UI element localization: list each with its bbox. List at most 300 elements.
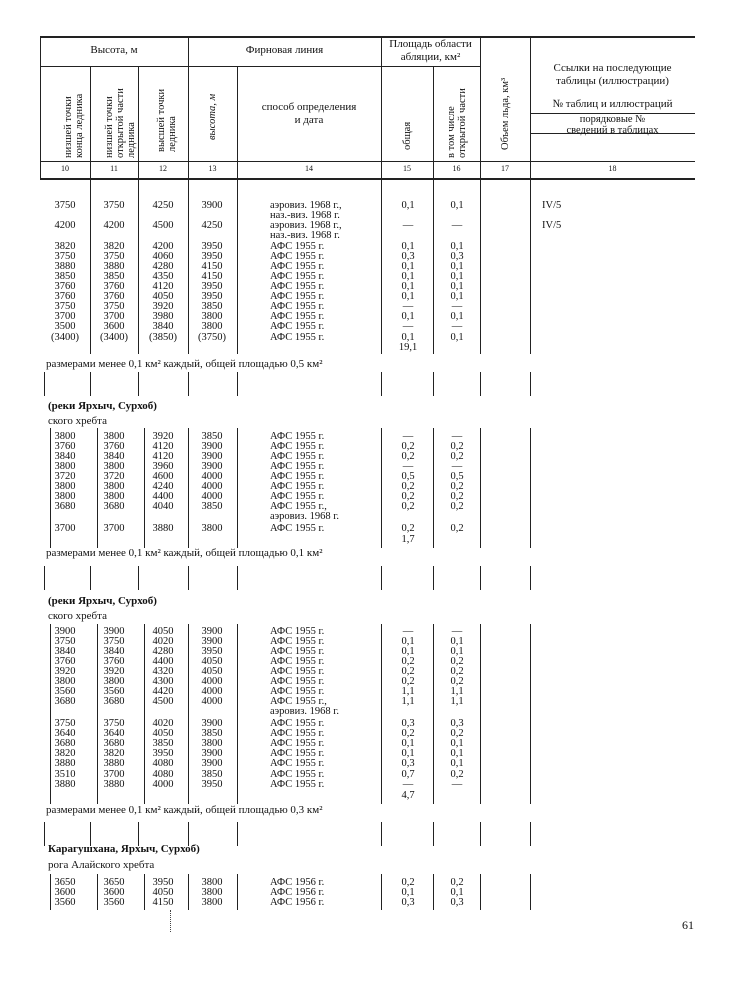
- firn-group-header: Фирновая линия: [245, 44, 324, 56]
- cell-c13: 3800: [201, 738, 223, 749]
- cell-c10: 3800: [54, 491, 76, 502]
- body-vline: [433, 428, 434, 548]
- cell-c11: 3650: [103, 877, 125, 888]
- colnum: 14: [305, 164, 313, 173]
- cell-c12: 4050: [152, 291, 174, 302]
- cell-c11: 3760: [103, 281, 125, 292]
- cell-c15: 0,1: [401, 646, 415, 657]
- cell-c13: 4250: [201, 220, 223, 231]
- cell-c13: 3900: [201, 748, 223, 759]
- body-vline: [433, 624, 434, 804]
- body-vline: [530, 624, 531, 804]
- cell-c10: 3500: [54, 321, 76, 332]
- cell-c13: 3900: [201, 441, 223, 452]
- cell-c12: 3950: [152, 877, 174, 888]
- cell-c10: 4200: [54, 220, 76, 231]
- cell-c16: 0,2: [450, 728, 464, 739]
- cell-c16: —: [451, 461, 463, 472]
- cell-c12: 4500: [152, 696, 174, 707]
- cell-c16: —: [451, 220, 463, 231]
- section3-subtitle: ского хребта: [48, 610, 107, 622]
- cell-c16: 1,1: [450, 696, 464, 707]
- col10-header-line: конца ледника: [74, 93, 85, 158]
- cell-c16: —: [451, 779, 463, 790]
- tick-vline: [433, 822, 434, 846]
- cell-c13: 3950: [201, 646, 223, 657]
- cell-c10: 3900: [54, 626, 76, 637]
- cell-c12: 3960: [152, 461, 174, 472]
- cell-c15: 0,2: [401, 481, 415, 492]
- header-vline: [40, 36, 41, 178]
- cell-c15: —: [402, 321, 414, 332]
- cell-c15: 0,2: [401, 666, 415, 677]
- col11-header-line: открытой части: [115, 88, 126, 158]
- cell-c10: 3880: [54, 758, 76, 769]
- cell-c16: 0,2: [450, 666, 464, 677]
- cell-c13: 3950: [201, 241, 223, 252]
- height-group-header: Высота, м: [90, 44, 138, 56]
- refs-group-header: [530, 62, 695, 88]
- cell-c15: 0,1: [401, 200, 415, 211]
- cell-c10: 3760: [54, 291, 76, 302]
- cell-c15: 0,2: [401, 441, 415, 452]
- cell-c16: 0,2: [450, 877, 464, 888]
- body-vline: [530, 874, 531, 910]
- cell-c13: 3950: [201, 251, 223, 262]
- dotted-vline: [170, 910, 171, 932]
- cell-c14: АФС 1955 г.: [270, 321, 325, 332]
- cell-c16: 0,1: [450, 311, 464, 322]
- col14-header-line: и дата: [294, 114, 324, 126]
- cell-c10: 3820: [54, 241, 76, 252]
- cell-c13: 3850: [201, 728, 223, 739]
- body-vline: [480, 624, 481, 804]
- cell-c12: 4240: [152, 481, 174, 492]
- cell-c15: 0,1: [401, 261, 415, 272]
- cell-c14: АФС 1955 г.: [270, 748, 325, 759]
- body-vline: [237, 624, 238, 804]
- cell-c10: 3850: [54, 271, 76, 282]
- cell-c14: АФС 1955 г.: [270, 769, 325, 780]
- cell-c12: 3880: [152, 523, 174, 534]
- cell-c11: 3640: [103, 728, 125, 739]
- cell-c14: наз.-виз. 1968 г.: [270, 230, 340, 241]
- cell-c11: 3750: [103, 200, 125, 211]
- cell-c10: 3880: [54, 261, 76, 272]
- cell-c12: 4050: [152, 728, 174, 739]
- col16-header-line: открытой части: [457, 88, 468, 158]
- body-vline: [480, 874, 481, 910]
- cell-c11: 3850: [103, 271, 125, 282]
- cell-c11: 3680: [103, 696, 125, 707]
- col14-header-line: способ определения: [261, 101, 357, 113]
- section2-footer: размерами менее 0,1 км² каждый, общей площадью 0,1 км²: [46, 547, 323, 559]
- cell-c13: 3800: [201, 897, 223, 908]
- cell-c12: (3850): [149, 332, 177, 343]
- cell-c11: (3400): [100, 332, 128, 343]
- cell-c14: АФС 1955 г.: [270, 301, 325, 312]
- cell-c12: 4120: [152, 281, 174, 292]
- cell-c10: 3750: [54, 301, 76, 312]
- cell-c14: аэровиз. 1968 г.,: [270, 220, 342, 231]
- colnum: 17: [501, 164, 509, 173]
- cell-c13: 4000: [201, 481, 223, 492]
- cell-c12: 4000: [152, 779, 174, 790]
- cell-c16: 0,2: [450, 676, 464, 687]
- cell-c15: 0,1: [401, 636, 415, 647]
- cell-c14: АФС 1955 г.: [270, 251, 325, 262]
- cell-c10: 3760: [54, 281, 76, 292]
- refs-sub2-header-line: порядковые №: [579, 114, 646, 125]
- cell-c11: 3820: [103, 241, 125, 252]
- cell-c11: 3700: [103, 769, 125, 780]
- cell-c16: 0,1: [450, 758, 464, 769]
- cell-c13: 4150: [201, 261, 223, 272]
- body-vline: [480, 178, 481, 354]
- cell-c12: 4120: [152, 441, 174, 452]
- cell-c10: 3650: [54, 877, 76, 888]
- cell-c12: 3850: [152, 738, 174, 749]
- cell-c12: 4060: [152, 251, 174, 262]
- cell-c10: 3680: [54, 501, 76, 512]
- cell-c10: 3880: [54, 779, 76, 790]
- cell-c11: 3750: [103, 301, 125, 312]
- cell-c11: 3700: [103, 523, 125, 534]
- cell-c14: аэровиз. 1968 г.,: [270, 200, 342, 211]
- cell-c14: АФС 1955 г.: [270, 261, 325, 272]
- cell-c15: 0,7: [401, 769, 415, 780]
- cell-c12: 4040: [152, 501, 174, 512]
- cell-c18: IV/5: [542, 220, 562, 231]
- tick-vline: [90, 566, 91, 590]
- cell-c14: АФС 1955 г.: [270, 666, 325, 677]
- cell-c13: 3800: [201, 321, 223, 332]
- cell-c10: 3720: [54, 471, 76, 482]
- section2-subtitle: ского хребта: [48, 415, 107, 427]
- cell-c16: 0,2: [450, 501, 464, 512]
- cell-c13: 3950: [201, 779, 223, 790]
- section2-title: [48, 400, 157, 412]
- header-vline: [188, 36, 189, 178]
- cell-c13: 3900: [201, 451, 223, 462]
- cell-c13: 4000: [201, 696, 223, 707]
- cell-c16: 0,1: [450, 291, 464, 302]
- cell-c10: 3800: [54, 481, 76, 492]
- col11-header: [104, 88, 137, 158]
- cell-c13: 3850: [201, 769, 223, 780]
- tick-vline: [480, 372, 481, 396]
- tick-vline: [381, 372, 382, 396]
- tick-vline: [480, 566, 481, 590]
- cell-c10: 3700: [54, 311, 76, 322]
- col15-header: общая: [402, 121, 413, 150]
- cell-c15: 0,1: [401, 291, 415, 302]
- cell-c16: 0,1: [450, 748, 464, 759]
- cell-c15: 0,3: [401, 758, 415, 769]
- cell-c10: 3680: [54, 738, 76, 749]
- col16-header: [446, 88, 468, 158]
- tick-vline: [530, 372, 531, 396]
- cell-c11: 3750: [103, 718, 125, 729]
- cell-c14: АФС 1955 г.: [270, 738, 325, 749]
- col12-header-line: ледника: [167, 116, 178, 152]
- col12-header-line: высшей точки: [156, 88, 167, 152]
- cell-c11: 3760: [103, 291, 125, 302]
- cell-c10: 3750: [54, 200, 76, 211]
- body-vline: [433, 178, 434, 354]
- cell-c14: АФС 1955 г.: [270, 451, 325, 462]
- area-group-header-line: абляции, км²: [400, 51, 461, 63]
- cell-c15: —: [402, 301, 414, 312]
- cell-c14: АФС 1955 г.: [270, 311, 325, 322]
- body-vline: [480, 428, 481, 548]
- cell-c13: 3800: [201, 311, 223, 322]
- cell-c12: 4280: [152, 646, 174, 657]
- cell-c14: аэровиз. 1968 г.: [270, 511, 340, 522]
- cell-c11: 3800: [103, 676, 125, 687]
- cell-c13: 4050: [201, 666, 223, 677]
- refs-sub-header: № таблиц и иллюстраций: [552, 98, 673, 110]
- cell-c12: 4600: [152, 471, 174, 482]
- tick-vline: [90, 372, 91, 396]
- cell-c10: 3680: [54, 696, 76, 707]
- cell-c13: 3900: [201, 758, 223, 769]
- cell-c15: —: [402, 220, 414, 231]
- cell-c10: 3840: [54, 451, 76, 462]
- tick-vline: [237, 822, 238, 846]
- col13-header: высота, м: [207, 93, 218, 140]
- cell-c12: 4500: [152, 220, 174, 231]
- tick-vline: [44, 822, 45, 846]
- cell-c15: 1,1: [401, 686, 415, 697]
- cell-c11: 3680: [103, 738, 125, 749]
- cell-c12: 4350: [152, 271, 174, 282]
- cell-c16: 0,3: [450, 718, 464, 729]
- body-vline: [237, 428, 238, 548]
- cell-c14: АФС 1955 г.: [270, 481, 325, 492]
- cell-c14: АФС 1955 г.: [270, 676, 325, 687]
- cell-c12: 4400: [152, 491, 174, 502]
- tick-vline: [530, 566, 531, 590]
- cell-c14: АФС 1955 г.: [270, 626, 325, 637]
- body-vline: [433, 874, 434, 910]
- tick-vline: [433, 566, 434, 590]
- tick-vline: [237, 372, 238, 396]
- cell-c15: 0,1: [401, 332, 415, 343]
- cell-c15: 0,2: [401, 451, 415, 462]
- cell-c10: 3920: [54, 666, 76, 677]
- cell-c12: 3950: [152, 748, 174, 759]
- cell-c12: 4300: [152, 676, 174, 687]
- colnum: 15: [403, 164, 411, 173]
- cell-c15-total: 4,7: [401, 790, 415, 801]
- body-vline: [381, 428, 382, 548]
- cell-c16: 0,2: [450, 769, 464, 780]
- area-group-header: [381, 38, 480, 64]
- cell-c15: 0,1: [401, 738, 415, 749]
- tick-vline: [530, 822, 531, 846]
- tick-vline: [138, 566, 139, 590]
- tick-vline: [138, 372, 139, 396]
- cell-c12: 4020: [152, 718, 174, 729]
- cell-c14: АФС 1956 г.: [270, 887, 325, 898]
- cell-c10: 3760: [54, 441, 76, 452]
- cell-c12: 4250: [152, 200, 174, 211]
- cell-c14: АФС 1955 г.: [270, 471, 325, 482]
- col12-header: [156, 89, 178, 152]
- body-vline: [381, 874, 382, 910]
- cell-c14: наз.-виз. 1968 г.: [270, 210, 340, 221]
- cell-c14: АФС 1955 г.: [270, 441, 325, 452]
- cell-c11: 3800: [103, 491, 125, 502]
- page-number: 61: [682, 918, 694, 932]
- cell-c12: 4020: [152, 636, 174, 647]
- cell-c15: 0,1: [401, 271, 415, 282]
- cell-c15: 0,2: [401, 501, 415, 512]
- cell-c12: 4050: [152, 887, 174, 898]
- header-vline: [90, 66, 91, 178]
- col14-header: [237, 101, 381, 127]
- col17-header: Объем льда, км³: [500, 77, 511, 150]
- refs-sub2-header: [530, 114, 695, 136]
- cell-c11: 3840: [103, 451, 125, 462]
- cell-c16: —: [451, 626, 463, 637]
- cell-c15: 0,2: [401, 523, 415, 534]
- tick-vline: [188, 372, 189, 396]
- cell-c14: АФС 1955 г.: [270, 758, 325, 769]
- cell-c14: АФС 1955 г.: [270, 718, 325, 729]
- cell-c15: 1,1: [401, 696, 415, 707]
- cell-c10: 3750: [54, 636, 76, 647]
- cell-c13: 4000: [201, 491, 223, 502]
- cell-c11: 3760: [103, 441, 125, 452]
- cell-c14: АФС 1955 г.: [270, 656, 325, 667]
- cell-c16: 0,1: [450, 241, 464, 252]
- cell-c15: 0,1: [401, 748, 415, 759]
- cell-c16: 0,2: [450, 441, 464, 452]
- cell-c15: 0,3: [401, 897, 415, 908]
- cell-c14: аэровиз. 1968 г.: [270, 706, 340, 717]
- cell-c11: 3900: [103, 626, 125, 637]
- cell-c15: 0,2: [401, 676, 415, 687]
- cell-c11: 3600: [103, 321, 125, 332]
- cell-c13: 3900: [201, 461, 223, 472]
- cell-c16: 0,2: [450, 481, 464, 492]
- cell-c16: 0,1: [450, 200, 464, 211]
- cell-c13: 3800: [201, 887, 223, 898]
- cell-c14: АФС 1955 г.: [270, 636, 325, 647]
- cell-c14: АФС 1955 г.: [270, 291, 325, 302]
- cell-c11: 3760: [103, 656, 125, 667]
- cell-c10: 3700: [54, 523, 76, 534]
- cell-c12: 4120: [152, 451, 174, 462]
- cell-c11: 3560: [103, 897, 125, 908]
- header-subrule-area: [381, 66, 480, 67]
- cell-c12: 4400: [152, 656, 174, 667]
- cell-c13: 3850: [201, 431, 223, 442]
- section1-footer: размерами менее 0,1 км² каждый, общей площадью 0,5 км²: [46, 358, 323, 370]
- cell-c15: —: [402, 779, 414, 790]
- area-group-header-line: Площадь области: [389, 38, 472, 50]
- cell-c14: АФС 1955 г.: [270, 332, 325, 343]
- section4-subtitle: рога Алайского хребта: [48, 859, 155, 871]
- cell-c13: 4000: [201, 676, 223, 687]
- colnum: 13: [208, 164, 217, 173]
- section3-title-text: (реки Ярхыч, Сурхоб): [48, 595, 157, 607]
- header-vline: [433, 66, 434, 178]
- tick-vline: [381, 822, 382, 846]
- section3-footer: размерами менее 0,1 км² каждый, общей площадью 0,3 км²: [46, 804, 323, 816]
- cell-c14: АФС 1955 г.: [270, 241, 325, 252]
- header-vline: [480, 36, 481, 178]
- colnum: 12: [159, 164, 167, 173]
- cell-c12: 4050: [152, 626, 174, 637]
- tick-vline: [188, 566, 189, 590]
- cell-c13: 4000: [201, 686, 223, 697]
- cell-c16: 0,2: [450, 523, 464, 534]
- cell-c13: 3900: [201, 626, 223, 637]
- cell-c14: АФС 1955 г.: [270, 431, 325, 442]
- cell-c16: —: [451, 431, 463, 442]
- cell-c10: 3840: [54, 646, 76, 657]
- cell-c16: 0,1: [450, 887, 464, 898]
- cell-c16: 0,2: [450, 491, 464, 502]
- cell-c16: 0,1: [450, 636, 464, 647]
- cell-c16: 0,2: [450, 656, 464, 667]
- cell-c13: 3850: [201, 501, 223, 512]
- cell-c11: 3700: [103, 311, 125, 322]
- tick-vline: [381, 566, 382, 590]
- cell-c13: 3800: [201, 523, 223, 534]
- tick-vline: [44, 372, 45, 396]
- cell-c10: 3600: [54, 887, 76, 898]
- header-vline: [138, 66, 139, 178]
- cell-c16: 0,1: [450, 261, 464, 272]
- cell-c13: 3950: [201, 291, 223, 302]
- cell-c10: 3750: [54, 251, 76, 262]
- body-vline: [381, 624, 382, 804]
- cell-c15: —: [402, 431, 414, 442]
- cell-c14: АФС 1956 г.: [270, 877, 325, 888]
- colnum: 11: [110, 164, 118, 173]
- cell-c11: 3880: [103, 779, 125, 790]
- cell-c15: 0,1: [401, 311, 415, 322]
- cell-c11: 3680: [103, 501, 125, 512]
- cell-c14: АФС 1955 г.: [270, 271, 325, 282]
- body-vline: [237, 178, 238, 354]
- cell-c14: АФС 1955 г.: [270, 779, 325, 790]
- cell-c15: 0,2: [401, 491, 415, 502]
- cell-c15-total: 19,1: [398, 342, 418, 353]
- cell-c10: 3640: [54, 728, 76, 739]
- cell-c10: 3800: [54, 431, 76, 442]
- cell-c10: 3510: [54, 769, 76, 780]
- tick-vline: [237, 566, 238, 590]
- body-vline: [381, 178, 382, 354]
- section2-title-text: (реки Ярхыч, Сурхоб): [48, 400, 157, 412]
- cell-c11: 3600: [103, 887, 125, 898]
- refs-group-header-line: Ссылки на последующие: [553, 62, 672, 74]
- cell-c16: 0,5: [450, 471, 464, 482]
- cell-c12: 3980: [152, 311, 174, 322]
- cell-c12: 4080: [152, 758, 174, 769]
- body-vline: [530, 178, 531, 354]
- cell-c12: 4420: [152, 686, 174, 697]
- cell-c14: АФС 1955 г.: [270, 686, 325, 697]
- cell-c15: 0,2: [401, 656, 415, 667]
- colnum: 10: [61, 164, 69, 173]
- cell-c16: 0,1: [450, 332, 464, 343]
